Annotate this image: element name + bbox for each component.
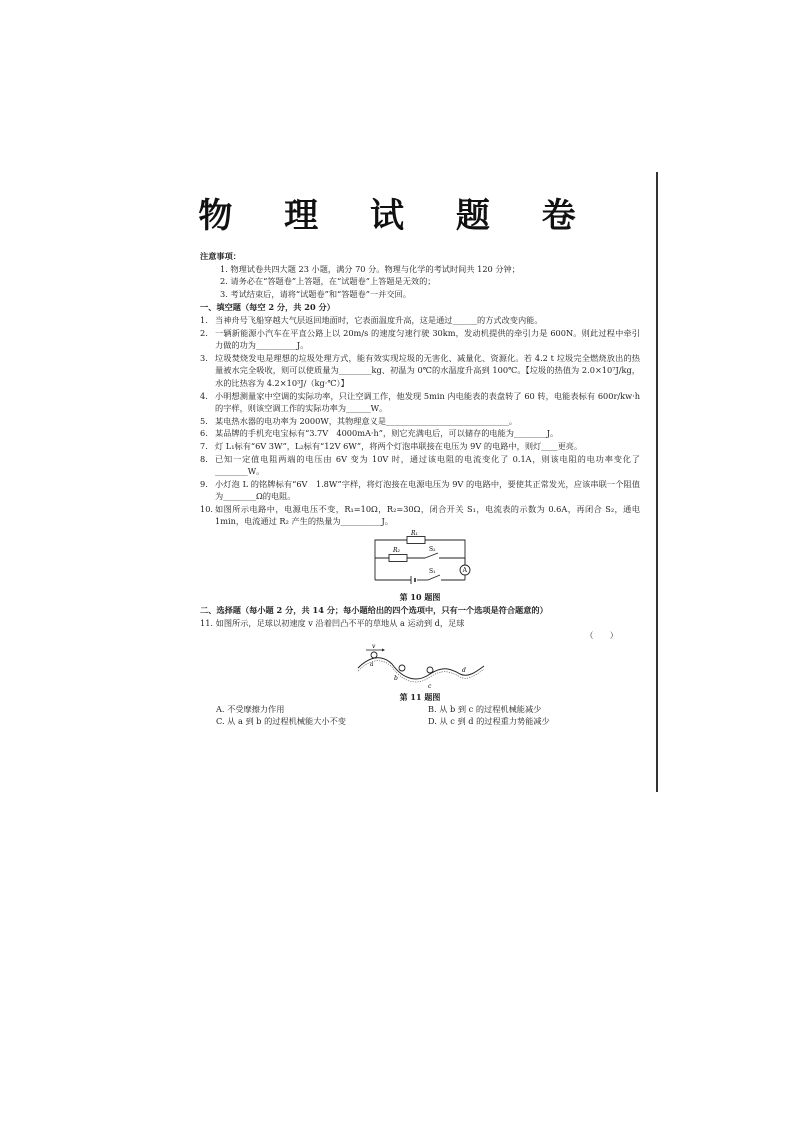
question-number: 3. xyxy=(200,352,208,363)
question-number: 1. xyxy=(200,314,208,325)
question-text: 已知一定值电阻两端的电压由 6V 变为 10V 时，通过该电阻的电流变化了 0.1A，则该电阻的电功率变化了________W。 xyxy=(215,453,640,477)
notice-item: 1. 物理试卷共四大题 23 小题，满分 70 分。物理与化学的考试时间共 120 分钟； xyxy=(220,263,520,274)
label-d: d xyxy=(462,666,466,674)
football-at-a xyxy=(371,652,377,658)
question-9 xyxy=(200,478,640,503)
question-number: 9. xyxy=(200,478,208,489)
question-text: 小灯泡 L 的铭牌标有“6V 1.8W”字样，将灯泡接在电源电压为 9V 的电路中，要使其正常发光，应该串联一个阻值为________Ω的电阻。 xyxy=(215,478,640,502)
question-number: 8. xyxy=(200,453,208,464)
question-number: 2. xyxy=(200,327,208,338)
question-text: 垃圾焚烧发电是理想的垃圾处理方式，能有效实现垃圾的无害化、减量化、资源化。若 4.2 t 垃圾完全燃烧放出的热量被水完全吸收，则可以使质量为________kg、初温为 0℃的水温度升高到 100℃。【垃圾的热值为 2.0×10⁷J/kg，水的比热容为 4.2×10³J/（kg·℃）】 xyxy=(215,352,640,388)
switch-s1 xyxy=(428,575,440,580)
option-a: A. 不受摩擦力作用 xyxy=(216,703,285,714)
question-text: 一辆新能源小汽车在平直公路上以 20m/s 的速度匀速行驶 30km，发动机提供的牵引力是 600N。则此过程中牵引力做的功为__________J。 xyxy=(215,327,640,351)
label-v: v xyxy=(372,643,376,650)
section-fill-blank-heading: 一、填空题（每空 2 分，共 20 分） xyxy=(200,302,335,313)
question-text: 如图所示电路中，电源电压不变，R₁=10Ω，R₂=30Ω，闭合开关 S₁，电流表的示数为 0.6A，再闭合 S₂，通电 1min，电流通过 R₂ 产生的热量为__________J。 xyxy=(215,503,640,527)
question-text: 当神舟号飞船穿越大气层返回地面时，它表面温度升高，这是通过______的方式改变内能。 xyxy=(215,314,543,325)
option-b: B. 从 b 到 c 的过程机械能减少 xyxy=(428,703,542,714)
label-s2: S₂ xyxy=(429,546,436,554)
question-11-options xyxy=(200,703,640,728)
option-d: D. 从 c 到 d 的过程重力势能减少 xyxy=(428,716,550,727)
question-7 xyxy=(200,440,640,453)
velocity-arrow-head xyxy=(382,648,385,651)
label-s1: S₁ xyxy=(429,568,436,576)
question-number: 5. xyxy=(200,415,208,426)
label-a: a xyxy=(370,660,374,668)
option-c: C. 从 a 到 b 的过程机械能大小不变 xyxy=(216,716,346,727)
notice-block xyxy=(200,250,640,300)
football-ball xyxy=(427,667,433,673)
resistor-r1 xyxy=(407,537,425,544)
question-text: 某品牌的手机充电宝标有“3.7V 4000mA·h”，则它充满电后，可以储存的电能为________J。 xyxy=(215,428,559,439)
question-1 xyxy=(200,314,640,327)
label-r1: R₁ xyxy=(411,530,418,538)
section-choice-heading: 二、选择题（每小题 2 分，共 14 分；每小题给出的四个选项中，只有一个选项是符合题意的） xyxy=(200,605,548,616)
resistor-r2 xyxy=(389,555,407,562)
notice-heading: 注意事项： xyxy=(200,251,241,261)
question-number: 7. xyxy=(200,440,208,451)
football-ball xyxy=(399,665,405,671)
question-text: 某电热水器的电功率为 2000W，其物理意义是______________________________。 xyxy=(215,415,518,426)
question-text: 小明想测量家中空调的实际功率，只让空调工作，他发现 5min 内电能表的表盘转了 60 转，电能表标有 600r/kw·h 的字样，则该空调工作的实际功率为______W。 xyxy=(215,390,640,414)
answer-parentheses: （ ） xyxy=(585,630,618,641)
question-number: 4. xyxy=(200,390,208,401)
notice-item: 2. 请务必在“答题卷”上答题，在“试题卷”上答题是无效的； xyxy=(220,276,436,287)
question-number: 6. xyxy=(200,428,208,439)
exam-content xyxy=(200,250,640,728)
question-text: 如图所示，足球以初速度 v 沿着凹凸不平的草地从 a 运动到 d，足球 xyxy=(215,617,465,628)
question-10 xyxy=(200,503,640,528)
label-c: c xyxy=(428,682,432,690)
question-4 xyxy=(200,390,640,415)
question-2 xyxy=(200,327,640,352)
question-11-stem xyxy=(200,617,464,630)
label-r2: R₂ xyxy=(393,547,400,555)
label-ammeter: A xyxy=(462,567,467,575)
figure-11-caption: 第 11 题图 xyxy=(399,691,441,702)
question-text: 灯 L₁标有“6V 3W”，L₂标有“12V 6W”，将两个灯泡串联接在电压为 9V 的电路中，则灯____更亮。 xyxy=(215,440,583,451)
notice-item: 3. 考试结束后，请将“试题卷”和“答题卷”一并交回。 xyxy=(220,288,411,299)
question-5 xyxy=(200,415,640,428)
figure-10-caption: 第 10 题图 xyxy=(399,592,441,603)
question-8 xyxy=(200,453,640,478)
question-number: 10. xyxy=(200,503,214,514)
circuit-diagram-figure-10 xyxy=(365,530,475,592)
football-track-figure-11 xyxy=(350,644,490,692)
label-b: b xyxy=(394,674,398,682)
question-6 xyxy=(200,427,640,440)
page-margin-line xyxy=(656,172,658,792)
answer-parentheses-row xyxy=(200,629,640,642)
circuit-wire xyxy=(375,540,465,580)
page-title: 物 理 试 题 卷 xyxy=(198,196,596,236)
question-11 xyxy=(200,617,640,630)
question-3 xyxy=(200,352,640,390)
question-number: 11. xyxy=(200,617,214,628)
